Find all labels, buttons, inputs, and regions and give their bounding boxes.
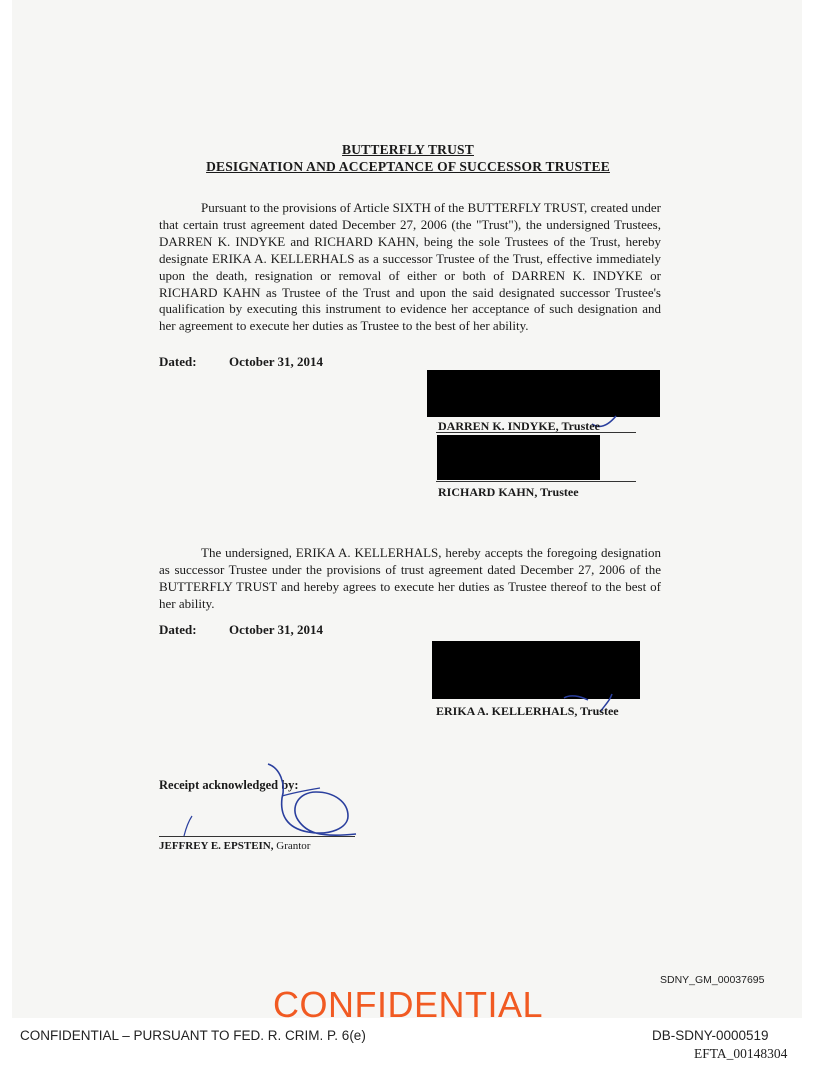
grantor-signature-icon bbox=[168, 758, 368, 848]
dated-line-2 bbox=[159, 622, 323, 638]
grantor-name: JEFFREY E. EPSTEIN, bbox=[159, 840, 274, 852]
dated-line-1 bbox=[159, 354, 323, 370]
dated-value: October 31, 2014 bbox=[229, 354, 323, 369]
dated-label: Dated: bbox=[159, 354, 197, 369]
confidential-stamp: CONFIDENTIAL bbox=[272, 984, 544, 1025]
bates-number-db: DB-SDNY-0000519 bbox=[652, 1028, 769, 1043]
signature-line-2 bbox=[436, 481, 636, 482]
signature-line-grantor bbox=[159, 836, 355, 837]
dated-value: October 31, 2014 bbox=[229, 622, 323, 637]
confidential-notice: CONFIDENTIAL – PURSUANT TO FED. R. CRIM. P. 6(e) bbox=[20, 1028, 366, 1043]
document-subtitle: DESIGNATION AND ACCEPTANCE OF SUCCESSOR TRUSTEE bbox=[206, 159, 610, 174]
receipt-label: Receipt acknowledged by: bbox=[159, 778, 299, 792]
grantor-signature-block bbox=[159, 840, 310, 852]
acceptance-paragraph: The undersigned, ERIKA A. KELLERHALS, hereby accepts the foregoing designation as successor Trustee under the provisions of trust agreement dated December 27, 2006 of the BUTTERFLY TRUST and hereby agrees to execute her duties as Trustee thereof to the best of her ability. bbox=[159, 545, 661, 611]
redacted-signature-kahn bbox=[437, 435, 600, 480]
bates-number-efta: EFTA_00148304 bbox=[694, 1046, 788, 1061]
signature-name-indyke: DARREN K. INDYKE, Trustee bbox=[438, 419, 600, 433]
grantor-role: Grantor bbox=[276, 840, 311, 852]
document-title: BUTTERFLY TRUST bbox=[342, 142, 474, 157]
bates-number-sdny-gm: SDNY_GM_00037695 bbox=[660, 974, 765, 986]
signature-name-kahn: RICHARD KAHN, Trustee bbox=[438, 485, 579, 499]
designation-paragraph: Pursuant to the provisions of Article SIXTH of the BUTTERFLY TRUST, created under that certain trust agreement dated December 27, 2006 (the "Trust"), the undersigned Trustees, DARREN K. INDYKE and RICHARD KAHN, being the sole Trustees of the Trust, hereby designate ERIKA A. KELLERHALS as a successor Trustee of the Trust, effective immediately upon the death, resignation or removal of either or both of DARREN K. INDYKE or RICHARD KAHN as Trustee of the Trust and upon the said designated successor Trustee's qualification by executing this instrument to evidence her acceptance of such designation and her agreement to execute her duties as Trustee to the best of her ability. bbox=[159, 200, 661, 334]
dated-label: Dated: bbox=[159, 622, 197, 637]
signature-name-kellerhals: ERIKA A. KELLERHALS, Trustee bbox=[436, 704, 619, 718]
redacted-signature-indyke bbox=[427, 370, 660, 417]
